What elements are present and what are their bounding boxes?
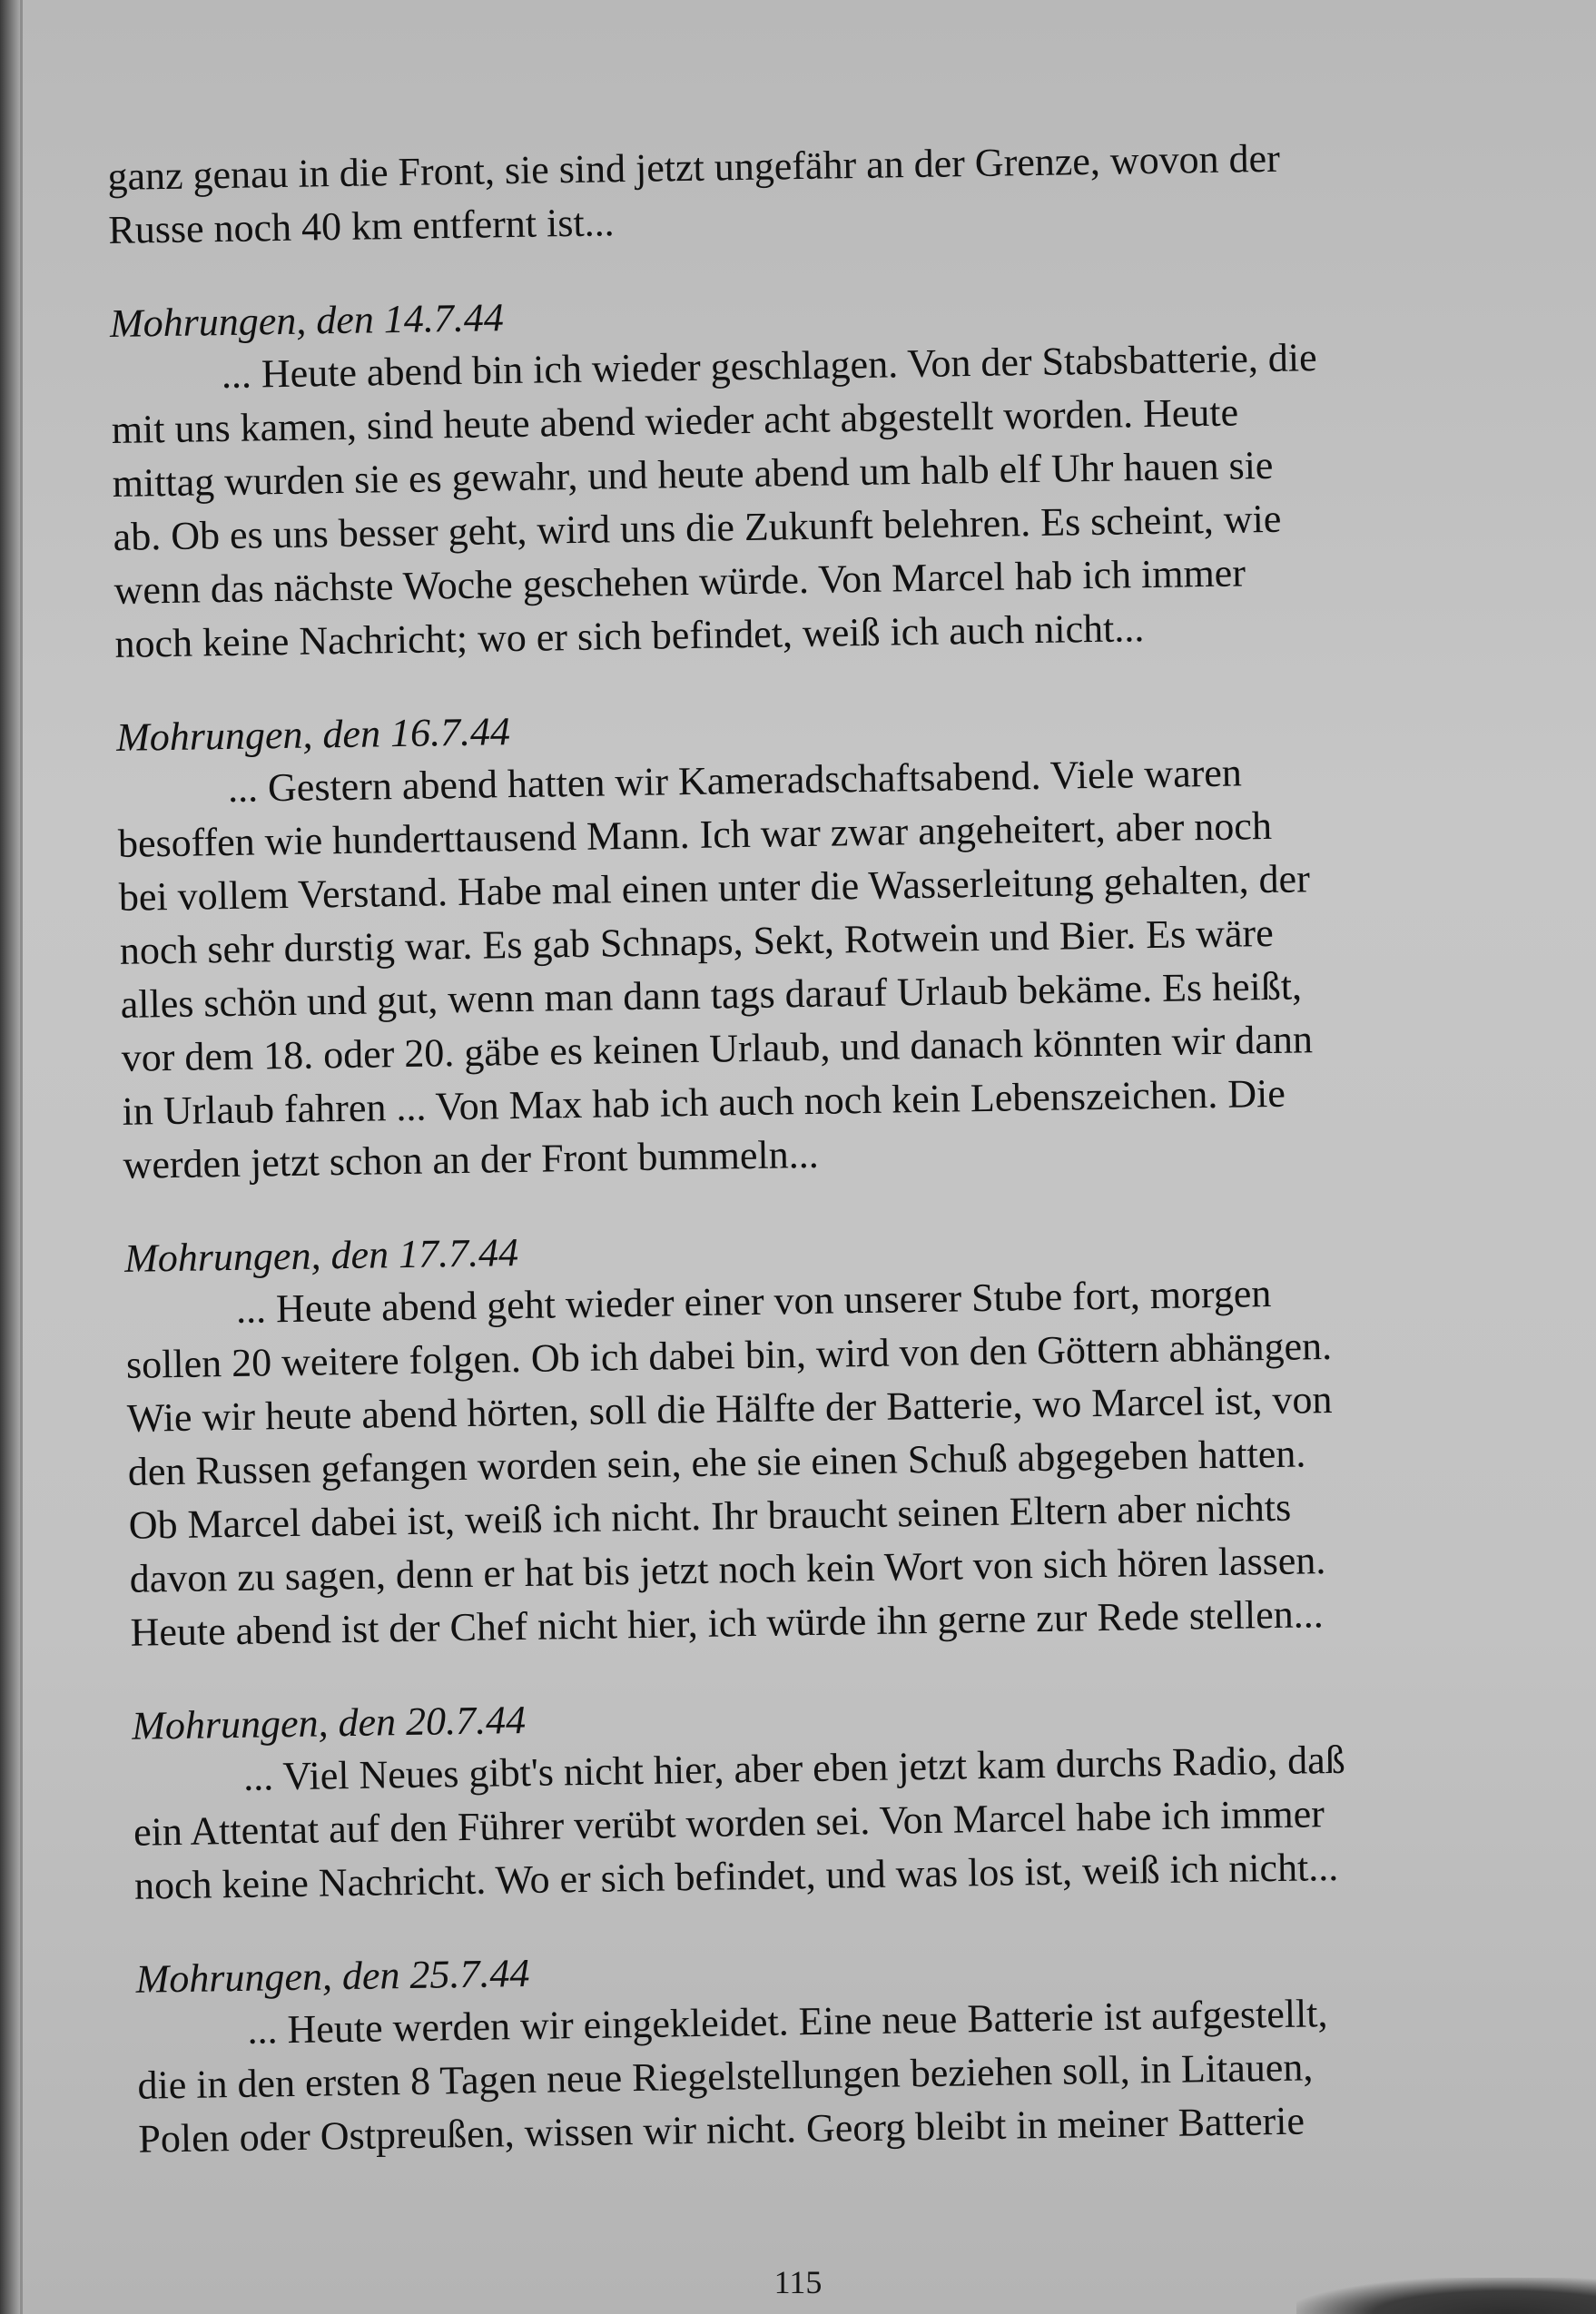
- text-line: ... Heute abend geht wieder einer von unserer Stube fort, morgen: [235, 1271, 1272, 1332]
- diary-entry: [124, 1212, 1493, 1659]
- text-line: wenn das nächste Woche geschehen würde. Von Marcel hab ich immer: [113, 550, 1246, 613]
- entry-date: Mohrungen, den 16.7.44: [115, 709, 511, 760]
- text-line: sollen 20 weitere folgen. Ob ich dabei bin, wird von den Göttern abhängen.: [125, 1323, 1333, 1387]
- text-line: ... Gestern abend hatten wir Kameradschaftsabend. Viele waren: [227, 750, 1243, 811]
- text-line: ab. Ob es uns besser geht, wird uns die Zukunft belehren. Es scheint, wie: [113, 496, 1282, 559]
- text-line: Wie wir heute abend hörten, soll die Hälfte der Batterie, wo Marcel ist, von: [126, 1376, 1333, 1441]
- entry-date: Mohrungen, den 14.7.44: [109, 295, 505, 346]
- text-line: noch sehr durstig war. Es gab Schnaps, Sekt, Rotwein und Bier. Es wäre: [119, 910, 1275, 973]
- diary-entry: [135, 1933, 1500, 2166]
- text-line: den Russen gefangen worden sein, ehe sie einen Schuß abgegeben hatten.: [127, 1431, 1306, 1494]
- page-text: [107, 128, 1501, 2165]
- text-line: vor dem 18. oder 20. gäbe es keinen Urlaub, und danach könnten wir dann: [121, 1017, 1314, 1080]
- text-line: bei vollem Verstand. Habe mal einen unter die Wasserleitung gehalten, der: [118, 856, 1311, 920]
- page-number: 115: [773, 2264, 823, 2300]
- text-line: Heute abend ist der Chef nicht hier, ich würde ihn gerne zur Rede stellen...: [130, 1591, 1325, 1655]
- text-line: ... Heute abend bin ich wieder geschlagen. Von der Stabsbatterie, die: [221, 335, 1317, 398]
- text-line: in Urlaub fahren ... Von Max hab ich auch noch kein Lebenszeichen. Die: [122, 1070, 1286, 1134]
- diary-entry: [116, 691, 1485, 1191]
- text-line: besoffen wie hunderttausend Mann. Ich war zwar angeheitert, aber noch: [117, 803, 1273, 866]
- text-line: noch keine Nachricht. Wo er sich befindet, und was los ist, weiß ich nicht...: [133, 1844, 1339, 1908]
- text-line: ein Attentat auf den Führer verübt worden sei. Von Marcel habe ich immer: [133, 1791, 1325, 1855]
- text-line: mittag wurden sie es gewahr, und heute abend um halb elf Uhr hauen sie: [112, 442, 1274, 506]
- text-line: Russe noch 40 km entfernt ist...: [108, 200, 615, 252]
- text-line: davon zu sagen, denn er hat bis jetzt noch kein Wort von sich hören lassen.: [129, 1538, 1326, 1601]
- entry-date: Mohrungen, den 20.7.44: [131, 1697, 527, 1748]
- page-curl-shadow: [1296, 2278, 1596, 2314]
- text-line: Ob Marcel dabei ist, weiß ich nicht. Ihr braucht seinen Eltern aber nichts: [128, 1484, 1292, 1548]
- entry-date: Mohrungen, den 25.7.44: [135, 1950, 530, 2002]
- text-line: die in den ersten 8 Tagen neue Riegelstellungen beziehen soll, in Litauen,: [137, 2044, 1314, 2108]
- text-line: ... Heute werden wir eingekleidet. Eine neue Batterie ist aufgestellt,: [247, 1991, 1328, 2053]
- diary-entry: [132, 1679, 1496, 1913]
- text-line: ganz genau in die Front, sie sind jetzt ungefähr an der Grenze, wovon der: [107, 135, 1281, 199]
- text-line: noch keine Nachricht; wo er sich befindet, weiß ich auch nicht...: [114, 606, 1145, 666]
- intro-paragraph: [107, 128, 1471, 257]
- spine-edge: [20, 0, 23, 2314]
- text-line: ... Viel Neues gibt's nicht hier, aber eben jetzt kam durchs Radio, daß: [242, 1737, 1346, 1799]
- text-line: mit uns kamen, sind heute abend wieder acht abgestellt worden. Heute: [111, 389, 1239, 452]
- text-line: Polen oder Ostpreußen, wissen wir nicht. Georg bleibt in meiner Batterie: [138, 2098, 1305, 2161]
- entry-date: Mohrungen, den 17.7.44: [123, 1230, 519, 1281]
- text-line: werden jetzt schon an der Front bummeln...: [123, 1131, 819, 1187]
- book-spine: [0, 0, 20, 2314]
- text-line: alles schön und gut, wenn man dann tags darauf Urlaub bekäme. Es heißt,: [120, 963, 1303, 1027]
- diary-entry: [110, 277, 1477, 671]
